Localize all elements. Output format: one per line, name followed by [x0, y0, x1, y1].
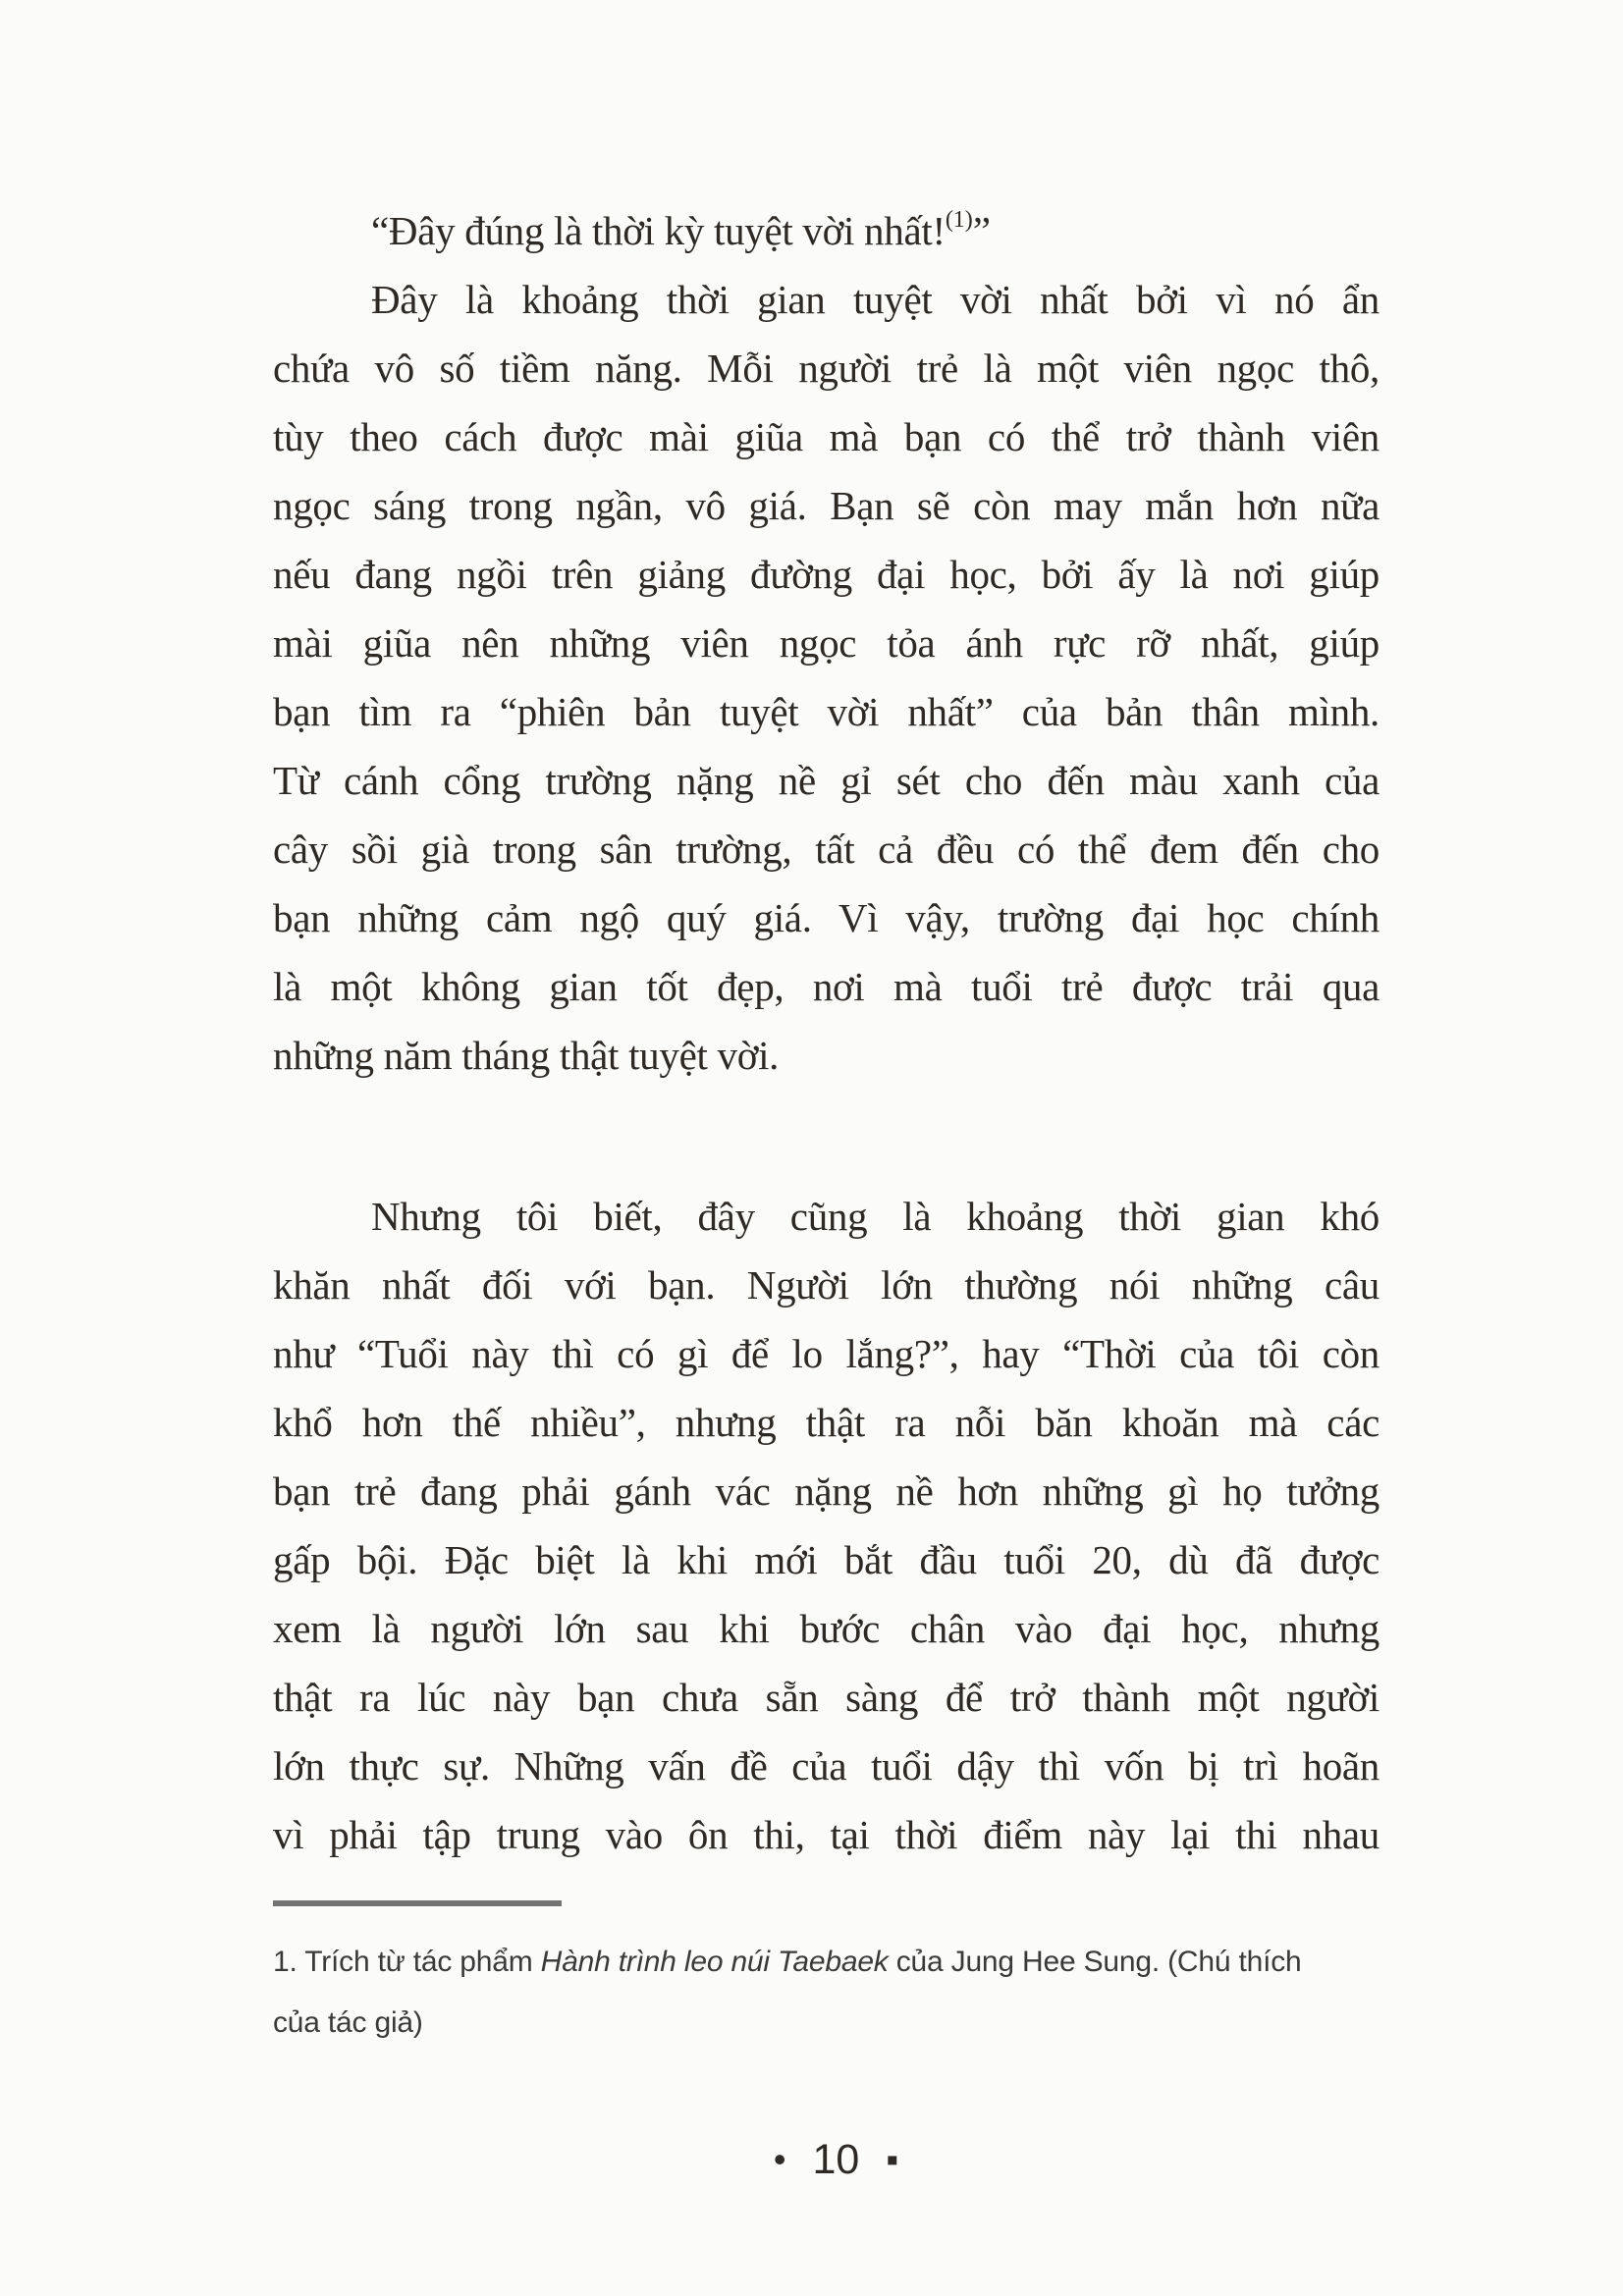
paragraph-1	[273, 265, 1380, 1090]
text-line: Đây là khoảng thời gian tuyệt vời nhất bởi vì nó ẩn	[371, 277, 1380, 322]
opening-quote-line	[273, 196, 1380, 265]
quote-text: “Đây đúng là thời kỳ tuyệt vời nhất!	[371, 208, 946, 253]
text-line: gấp bội. Đặc biệt là khi mới bắt đầu tuổi 20, dù đã được	[273, 1537, 1380, 1582]
text-line: nếu đang ngồi trên giảng đường đại học, bởi ấy là nơi giúp	[273, 552, 1380, 597]
footnote-area	[273, 1900, 1380, 2054]
footnote-divider	[273, 1900, 562, 1906]
book-title-italic: Hành trình leo núi Taebaek	[540, 1946, 889, 1978]
text-line: bạn những cảm ngộ quý giá. Vì vậy, trường đại học chính	[273, 895, 1380, 940]
text-line: vì phải tập trung vào ôn thi, tại thời điểm này lại thi nhau	[273, 1812, 1380, 1857]
text-line: xem là người lớn sau khi bước chân vào đại học, nhưng	[273, 1606, 1380, 1651]
footnote-line-2: của tác giả)	[273, 2006, 423, 2039]
text-line: ngọc sáng trong ngần, vô giá. Bạn sẽ còn may mắn hơn nữa	[273, 483, 1380, 528]
footnote-marker: (1)	[945, 207, 973, 233]
paragraph-2	[273, 1182, 1380, 1869]
text-line: khổ hơn thế nhiều”, nhưng thật ra nỗi băn khoăn mà các	[273, 1400, 1380, 1445]
page-number-value: 10	[812, 2136, 860, 2183]
text-line: bạn tìm ra “phiên bản tuyệt vời nhất” của bản thân mình.	[273, 689, 1380, 734]
text-line: Từ cánh cổng trường nặng nề gỉ sét cho đến màu xanh của	[273, 758, 1380, 803]
text-line: Nhưng tôi biết, đây cũng là khoảng thời gian khó	[371, 1194, 1380, 1239]
quote-closing-mark: ”	[972, 208, 991, 253]
text-line: tùy theo cách được mài giũa mà bạn có thể trở thành viên	[273, 414, 1380, 459]
text-line: bạn trẻ đang phải gánh vác nặng nề hơn những gì họ tưởng	[273, 1468, 1380, 1514]
text-line: chứa vô số tiềm năng. Mỗi người trẻ là một viên ngọc thô,	[273, 346, 1380, 391]
text-line: mài giũa nên những viên ngọc tỏa ánh rực rỡ nhất, giúp	[273, 620, 1380, 666]
text-block	[273, 196, 1380, 1869]
text-line: là một không gian tốt đẹp, nơi mà tuổi trẻ được trải qua	[273, 964, 1380, 1009]
footnote	[273, 1932, 1380, 2054]
text-line: cây sồi già trong sân trường, tất cả đều có thể đem đến cho	[273, 827, 1380, 872]
page-number-left-dot-icon: •	[773, 2139, 786, 2179]
footnote-line-1	[273, 1932, 1380, 1993]
page-number-right-dot-icon: ▪	[886, 2139, 899, 2179]
footnote-text-start: 1. Trích từ tác phẩm	[273, 1946, 541, 1978]
text-line: những năm tháng thật tuyệt vời.	[273, 1033, 780, 1078]
text-line: như “Tuổi này thì có gì để lo lắng?”, hay “Thời của tôi còn	[273, 1331, 1380, 1376]
page-number	[25, 2136, 1623, 2183]
footnote-text-end: của Jung Hee Sung. (Chú thích	[888, 1946, 1302, 1978]
text-line: khăn nhất đối với bạn. Người lớn thường nói những câu	[273, 1262, 1380, 1308]
text-line: thật ra lúc này bạn chưa sẵn sàng để trở thành một người	[273, 1675, 1380, 1720]
text-line: lớn thực sự. Những vấn đề của tuổi dậy thì vốn bị trì hoãn	[273, 1743, 1380, 1789]
